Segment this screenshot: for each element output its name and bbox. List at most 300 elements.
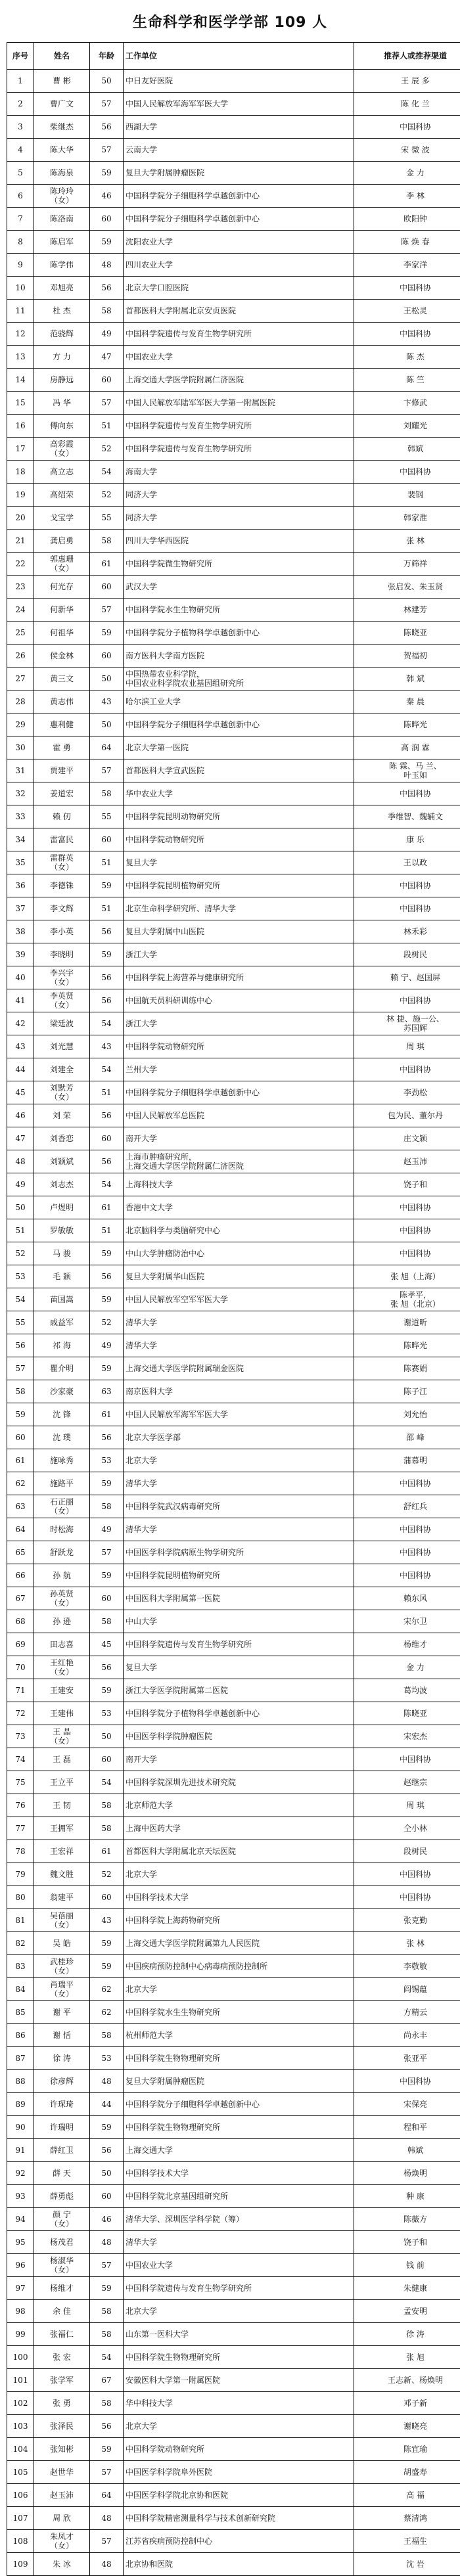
cell-recommender: 万筛祥 [354, 553, 460, 576]
cell-age: 51 [90, 1219, 124, 1242]
cell-recommender: 中国科协 [354, 1058, 460, 1081]
cell-no: 5 [7, 162, 34, 185]
cell-age: 59 [90, 621, 124, 644]
cell-recommender: 谢道昕 [354, 1311, 460, 1334]
cell-no: 35 [7, 851, 34, 874]
cell-name: 舒跃龙 [34, 1541, 90, 1564]
column-header-age: 年龄 [90, 43, 124, 70]
column-header-name: 姓名 [34, 43, 90, 70]
cell-no: 39 [7, 943, 34, 966]
cell-name: 张学军 [34, 2369, 90, 2392]
cell-recommender: 中国科协 [354, 461, 460, 484]
cell-org: 中国科学院昆明植物研究所 [124, 874, 354, 897]
table-row [7, 530, 460, 553]
cell-name: 薛 天 [34, 2162, 90, 2185]
cell-org: 中国科学院生物物理研究所 [124, 2116, 354, 2139]
cell-no: 79 [7, 1863, 34, 1886]
cell-org: 北京师范大学 [124, 1794, 354, 1817]
table-row [7, 2507, 460, 2530]
cell-org: 中山大学 [124, 1610, 354, 1633]
cell-recommender: 卞修武 [354, 392, 460, 415]
cell-age: 55 [90, 507, 124, 530]
cell-org: 中国人民解放军陆军军医大学第一附属医院 [124, 392, 354, 415]
cell-age: 54 [90, 1058, 124, 1081]
cell-age: 56 [90, 1150, 124, 1173]
cell-age: 59 [90, 874, 124, 897]
cell-name: 范骁辉 [34, 323, 90, 346]
cell-age: 53 [90, 1449, 124, 1472]
cell-no: 8 [7, 231, 34, 254]
cell-no: 108 [7, 2530, 34, 2553]
cell-no: 23 [7, 576, 34, 599]
cell-recommender: 饶子和 [354, 2231, 460, 2254]
cell-recommender: 蔡清鸿 [354, 2507, 460, 2530]
table-row [7, 644, 460, 667]
cell-no: 55 [7, 1311, 34, 1334]
cell-no: 45 [7, 1081, 34, 1104]
cell-age: 58 [90, 2323, 124, 2346]
cell-org: 北京大学口腔医院 [124, 277, 354, 300]
table-row [7, 897, 460, 920]
cell-org: 哈尔滨工业大学 [124, 690, 354, 713]
cell-recommender: 邵 峰 [354, 1426, 460, 1449]
cell-no: 50 [7, 1196, 34, 1219]
table-row [7, 1334, 460, 1357]
cell-org: 中国科学院武汉病毒研究所 [124, 1495, 354, 1518]
cell-age: 59 [90, 231, 124, 254]
table-row [7, 1541, 460, 1564]
cell-org: 中国医学科学院肿瘤医院 [124, 1725, 354, 1748]
cell-no: 29 [7, 713, 34, 736]
cell-age: 60 [90, 1748, 124, 1771]
cell-no: 75 [7, 1771, 34, 1794]
table-row [7, 2254, 460, 2277]
table-row [7, 943, 460, 966]
cell-recommender: 杨维才 [354, 1633, 460, 1656]
cell-name: 许琛琦 [34, 2093, 90, 2116]
cell-no: 102 [7, 2392, 34, 2415]
table-row [7, 1196, 460, 1219]
cell-age: 59 [90, 1932, 124, 1955]
cell-recommender: 陈薇方 [354, 2208, 460, 2231]
cell-age: 64 [90, 2484, 124, 2507]
cell-age: 56 [90, 116, 124, 139]
cell-name: 李英贤 （女） [34, 989, 90, 1012]
cell-name: 时松海 [34, 1518, 90, 1541]
cell-org: 北京大学 [124, 1863, 354, 1886]
cell-age: 56 [90, 1104, 124, 1127]
cell-age: 58 [90, 1610, 124, 1633]
cell-org: 复旦大学附属肿瘤医院 [124, 2070, 354, 2093]
cell-recommender: 种 康 [354, 2185, 460, 2208]
cell-age: 50 [90, 713, 124, 736]
cell-no: 19 [7, 484, 34, 507]
cell-no: 2 [7, 93, 34, 116]
cell-name: 姜道宏 [34, 782, 90, 805]
cell-recommender: 中国科协 [354, 1242, 460, 1265]
cell-name: 陈海泉 [34, 162, 90, 185]
table-row [7, 667, 460, 690]
table-row [7, 1288, 460, 1311]
table-row [7, 599, 460, 621]
cell-org: 中国科学院昆明动物研究所 [124, 805, 354, 828]
cell-org: 山东第一医科大学 [124, 2323, 354, 2346]
cell-name: 施路平 [34, 1472, 90, 1495]
cell-name: 施咏秀 [34, 1449, 90, 1472]
table-row [7, 1058, 460, 1081]
cell-no: 41 [7, 989, 34, 1012]
table-row [7, 2185, 460, 2208]
cell-name: 何新华 [34, 599, 90, 621]
table-row [7, 1127, 460, 1150]
cell-name: 戈宝学 [34, 507, 90, 530]
cell-recommender: 徐 涛 [354, 2323, 460, 2346]
cell-name: 马 骏 [34, 1242, 90, 1265]
cell-age: 57 [90, 139, 124, 162]
cell-name: 梁廷波 [34, 1012, 90, 1035]
cell-name: 王 晶 （女） [34, 1725, 90, 1748]
cell-org: 中日友好医院 [124, 70, 354, 93]
cell-org: 中国科学院深圳先进技术研究院 [124, 1771, 354, 1794]
table-row [7, 1081, 460, 1104]
cell-no: 1 [7, 70, 34, 93]
cell-age: 59 [90, 1679, 124, 1702]
cell-org: 中国医学科学院北京协和医院 [124, 2484, 354, 2507]
cell-age: 60 [90, 576, 124, 599]
cell-age: 47 [90, 346, 124, 369]
table-header [7, 43, 460, 70]
table-row [7, 2001, 460, 2024]
cell-no: 106 [7, 2484, 34, 2507]
table-row [7, 300, 460, 323]
cell-recommender: 王松灵 [354, 300, 460, 323]
cell-age: 49 [90, 1334, 124, 1357]
cell-age: 44 [90, 2093, 124, 2116]
cell-age: 60 [90, 644, 124, 667]
cell-age: 52 [90, 1311, 124, 1334]
cell-recommender: 舒红兵 [354, 1495, 460, 1518]
cell-recommender: 陈晔光 [354, 1334, 460, 1357]
cell-recommender: 张启发、朱玉贤 [354, 576, 460, 599]
cell-name: 侯金林 [34, 644, 90, 667]
cell-no: 12 [7, 323, 34, 346]
table-row [7, 2024, 460, 2047]
cell-recommender: 杨焕明 [354, 2162, 460, 2185]
table-row [7, 323, 460, 346]
cell-org: 四川大学华西医院 [124, 530, 354, 553]
cell-recommender: 刘允怡 [354, 1403, 460, 1426]
cell-org: 中国科学院分子细胞科学卓越创新中心 [124, 185, 354, 208]
cell-name: 武桂珍 （女） [34, 1955, 90, 1978]
table-row [7, 1104, 460, 1127]
cell-no: 38 [7, 920, 34, 943]
cell-org: 中国科学院遗传与发育生物学研究所 [124, 323, 354, 346]
cell-no: 66 [7, 1564, 34, 1587]
table-row [7, 392, 460, 415]
table-row [7, 2392, 460, 2415]
cell-name: 曹广文 [34, 93, 90, 116]
cell-org: 中国科学院遗传与发育生物学研究所 [124, 2277, 354, 2300]
cell-name: 谢 平 [34, 2001, 90, 2024]
cell-name: 刘香恋 [34, 1127, 90, 1150]
cell-recommender: 中国科协 [354, 989, 460, 1012]
cell-recommender: 中国科协 [354, 323, 460, 346]
cell-no: 88 [7, 2070, 34, 2093]
cell-no: 95 [7, 2231, 34, 2254]
cell-age: 56 [90, 2139, 124, 2162]
cell-org: 海南大学 [124, 461, 354, 484]
cell-name: 傅向东 [34, 415, 90, 438]
table-row [7, 1610, 460, 1633]
cell-recommender: 李敬敏 [354, 1955, 460, 1978]
cell-recommender: 陈 杰 [354, 346, 460, 369]
cell-name: 张 勇 [34, 2392, 90, 2415]
cell-no: 13 [7, 346, 34, 369]
cell-age: 56 [90, 2415, 124, 2438]
cell-age: 52 [90, 1863, 124, 1886]
cell-no: 97 [7, 2277, 34, 2300]
cell-no: 67 [7, 1587, 34, 1610]
cell-name: 刘志杰 [34, 1173, 90, 1196]
cell-org: 北京大学 [124, 2300, 354, 2323]
cell-age: 59 [90, 1472, 124, 1495]
cell-age: 58 [90, 300, 124, 323]
cell-name: 王拥军 [34, 1817, 90, 1840]
table-row [7, 1955, 460, 1978]
cell-recommender: 宋宏杰 [354, 1725, 460, 1748]
cell-name: 李兴宇 （女） [34, 966, 90, 989]
table-row [7, 1978, 460, 2001]
cell-name: 张福仁 [34, 2323, 90, 2346]
cell-name: 王建伟 [34, 1702, 90, 1725]
cell-recommender: 裴钢 [354, 484, 460, 507]
cell-no: 56 [7, 1334, 34, 1357]
cell-name: 郭惠珊 （女） [34, 553, 90, 576]
cell-name: 黄三文 [34, 667, 90, 690]
cell-name: 赵世华 [34, 2461, 90, 2484]
cell-org: 西湖大学 [124, 116, 354, 139]
table-row [7, 1265, 460, 1288]
table-row [7, 1564, 460, 1587]
cell-age: 57 [90, 759, 124, 782]
cell-recommender: 林 捷、施一公、 苏国辉 [354, 1012, 460, 1035]
table-row [7, 1932, 460, 1955]
table-row [7, 920, 460, 943]
table-row [7, 1886, 460, 1909]
table-row [7, 874, 460, 897]
cell-no: 11 [7, 300, 34, 323]
cell-no: 21 [7, 530, 34, 553]
cell-age: 63 [90, 1380, 124, 1403]
cell-name: 吴蓓丽 （女） [34, 1909, 90, 1932]
cell-name: 赵玉沛 [34, 2484, 90, 2507]
cell-age: 59 [90, 1288, 124, 1311]
cell-age: 52 [90, 484, 124, 507]
column-header-no: 序号 [7, 43, 34, 70]
cell-age: 53 [90, 2047, 124, 2070]
cell-recommender: 陈晔光 [354, 713, 460, 736]
table-row [7, 690, 460, 713]
cell-name: 王红艳 （女） [34, 1656, 90, 1679]
cell-name: 徐彦辉 [34, 2070, 90, 2093]
cell-name: 冯 华 [34, 392, 90, 415]
cell-no: 100 [7, 2346, 34, 2369]
table-row [7, 576, 460, 599]
cell-age: 58 [90, 2300, 124, 2323]
cell-age: 50 [90, 70, 124, 93]
table-row [7, 1909, 460, 1932]
cell-recommender: 尚永丰 [354, 2024, 460, 2047]
table-row [7, 2438, 460, 2461]
cell-name: 杨茂君 [34, 2231, 90, 2254]
cell-age: 46 [90, 2208, 124, 2231]
cell-age: 59 [90, 162, 124, 185]
cell-no: 24 [7, 599, 34, 621]
cell-recommender: 陈 焕 春 [354, 231, 460, 254]
table-row [7, 828, 460, 851]
cell-name: 翁建平 [34, 1886, 90, 1909]
cell-name: 陈洛南 [34, 208, 90, 231]
cell-no: 98 [7, 2300, 34, 2323]
cell-org: 南京医科大学 [124, 1380, 354, 1403]
cell-recommender: 陈孝平， 张 旭（北京） [354, 1288, 460, 1311]
cell-age: 57 [90, 1541, 124, 1564]
cell-org: 中国科学技术大学 [124, 2162, 354, 2185]
cell-name: 戚益军 [34, 1311, 90, 1334]
table-row [7, 1495, 460, 1518]
cell-age: 54 [90, 1771, 124, 1794]
cell-recommender: 庄文颖 [354, 1127, 460, 1150]
cell-recommender: 段树民 [354, 1840, 460, 1863]
cell-recommender: 葛均波 [354, 1679, 460, 1702]
cell-org: 中国科学院生物物理研究所 [124, 2346, 354, 2369]
table-row [7, 851, 460, 874]
cell-age: 59 [90, 2438, 124, 2461]
cell-name: 何光存 [34, 576, 90, 599]
table-row [7, 2139, 460, 2162]
table-row [7, 2277, 460, 2300]
cell-org: 上海交通大学医学院附属仁济医院 [124, 369, 354, 392]
table-row [7, 139, 460, 162]
cell-age: 43 [90, 1909, 124, 1932]
cell-age: 50 [90, 1725, 124, 1748]
cell-age: 62 [90, 2001, 124, 2024]
cell-org: 中国科学院昆明植物研究所 [124, 1564, 354, 1587]
cell-recommender: 王 辰 多 [354, 70, 460, 93]
cell-age: 60 [90, 1886, 124, 1909]
cell-no: 17 [7, 438, 34, 461]
cell-age: 56 [90, 277, 124, 300]
cell-recommender: 中国科协 [354, 1863, 460, 1886]
cell-recommender: 中国科协 [354, 277, 460, 300]
cell-name: 高彩霞 （女） [34, 438, 90, 461]
cell-no: 107 [7, 2507, 34, 2530]
cell-org: 北京大学 [124, 2415, 354, 2438]
cell-recommender: 中国科协 [354, 1886, 460, 1909]
cell-org: 中国热带农业科学院， 中国农业科学院农业基因组研究所 [124, 667, 354, 690]
cell-recommender: 仝小林 [354, 1817, 460, 1840]
cell-org: 中国科学院分子细胞科学卓越创新中心 [124, 208, 354, 231]
cell-age: 55 [90, 805, 124, 828]
cell-no: 37 [7, 897, 34, 920]
table-row [7, 2369, 460, 2392]
cell-name: 刘 荣 [34, 1104, 90, 1127]
cell-org: 中国人民解放军总医院 [124, 1104, 354, 1127]
cell-age: 61 [90, 1196, 124, 1219]
cell-recommender: 程和平 [354, 2116, 460, 2139]
cell-name: 周 欣 [34, 2507, 90, 2530]
cell-no: 25 [7, 621, 34, 644]
cell-recommender: 陈赛娟 [354, 1357, 460, 1380]
cell-no: 61 [7, 1449, 34, 1472]
cell-age: 58 [90, 1817, 124, 1840]
cell-recommender: 陈 竺 [354, 369, 460, 392]
cell-recommender: 高 润 霖 [354, 736, 460, 759]
cell-no: 57 [7, 1357, 34, 1380]
cell-org: 同济大学 [124, 484, 354, 507]
cell-age: 52 [90, 438, 124, 461]
cell-age: 59 [90, 1242, 124, 1265]
cell-no: 93 [7, 2185, 34, 2208]
cell-org: 武汉大学 [124, 576, 354, 599]
cell-age: 58 [90, 530, 124, 553]
cell-name: 许瑞明 [34, 2116, 90, 2139]
table-row [7, 2070, 460, 2093]
cell-age: 43 [90, 1035, 124, 1058]
cell-recommender: 金 力 [354, 1656, 460, 1679]
cell-org: 沈阳农业大学 [124, 231, 354, 254]
table-row [7, 116, 460, 139]
table-row [7, 2346, 460, 2369]
cell-org: 中国科学院分子细胞科学卓越创新中心 [124, 1081, 354, 1104]
cell-org: 江苏省疾病预防控制中心 [124, 2530, 354, 2553]
cell-no: 99 [7, 2323, 34, 2346]
cell-name: 朱凤才 （女） [34, 2530, 90, 2553]
cell-org: 中国医学科学院病原生物学研究所 [124, 1541, 354, 1564]
cell-age: 61 [90, 553, 124, 576]
cell-recommender: 贺福初 [354, 644, 460, 667]
cell-no: 85 [7, 2001, 34, 2024]
cell-no: 48 [7, 1150, 34, 1173]
cell-age: 59 [90, 1357, 124, 1380]
cell-name: 颜 宁 （女） [34, 2208, 90, 2231]
cell-name: 苗国嵩 [34, 1288, 90, 1311]
cell-age: 56 [90, 989, 124, 1012]
cell-recommender: 王志新、杨焕明 [354, 2369, 460, 2392]
cell-recommender: 包为民、董尔丹 [354, 1104, 460, 1127]
cell-recommender: 王福生 [354, 2530, 460, 2553]
cell-org: 中国人民解放军海军军医大学 [124, 1403, 354, 1426]
table-row [7, 484, 460, 507]
cell-no: 33 [7, 805, 34, 828]
cell-org: 上海中医药大学 [124, 1817, 354, 1840]
cell-no: 109 [7, 2553, 34, 2576]
cell-org: 中国农业大学 [124, 2254, 354, 2277]
cell-no: 71 [7, 1679, 34, 1702]
table-row [7, 1035, 460, 1058]
cell-recommender: 季维智、魏辅文 [354, 805, 460, 828]
cell-name: 龚启勇 [34, 530, 90, 553]
cell-age: 60 [90, 369, 124, 392]
table-row [7, 1725, 460, 1748]
cell-age: 48 [90, 2070, 124, 2093]
cell-name: 刘默芳 （女） [34, 1081, 90, 1104]
table-row [7, 805, 460, 828]
cell-org: 四川农业大学 [124, 254, 354, 277]
cell-no: 84 [7, 1978, 34, 2001]
cell-age: 51 [90, 897, 124, 920]
cell-no: 43 [7, 1035, 34, 1058]
